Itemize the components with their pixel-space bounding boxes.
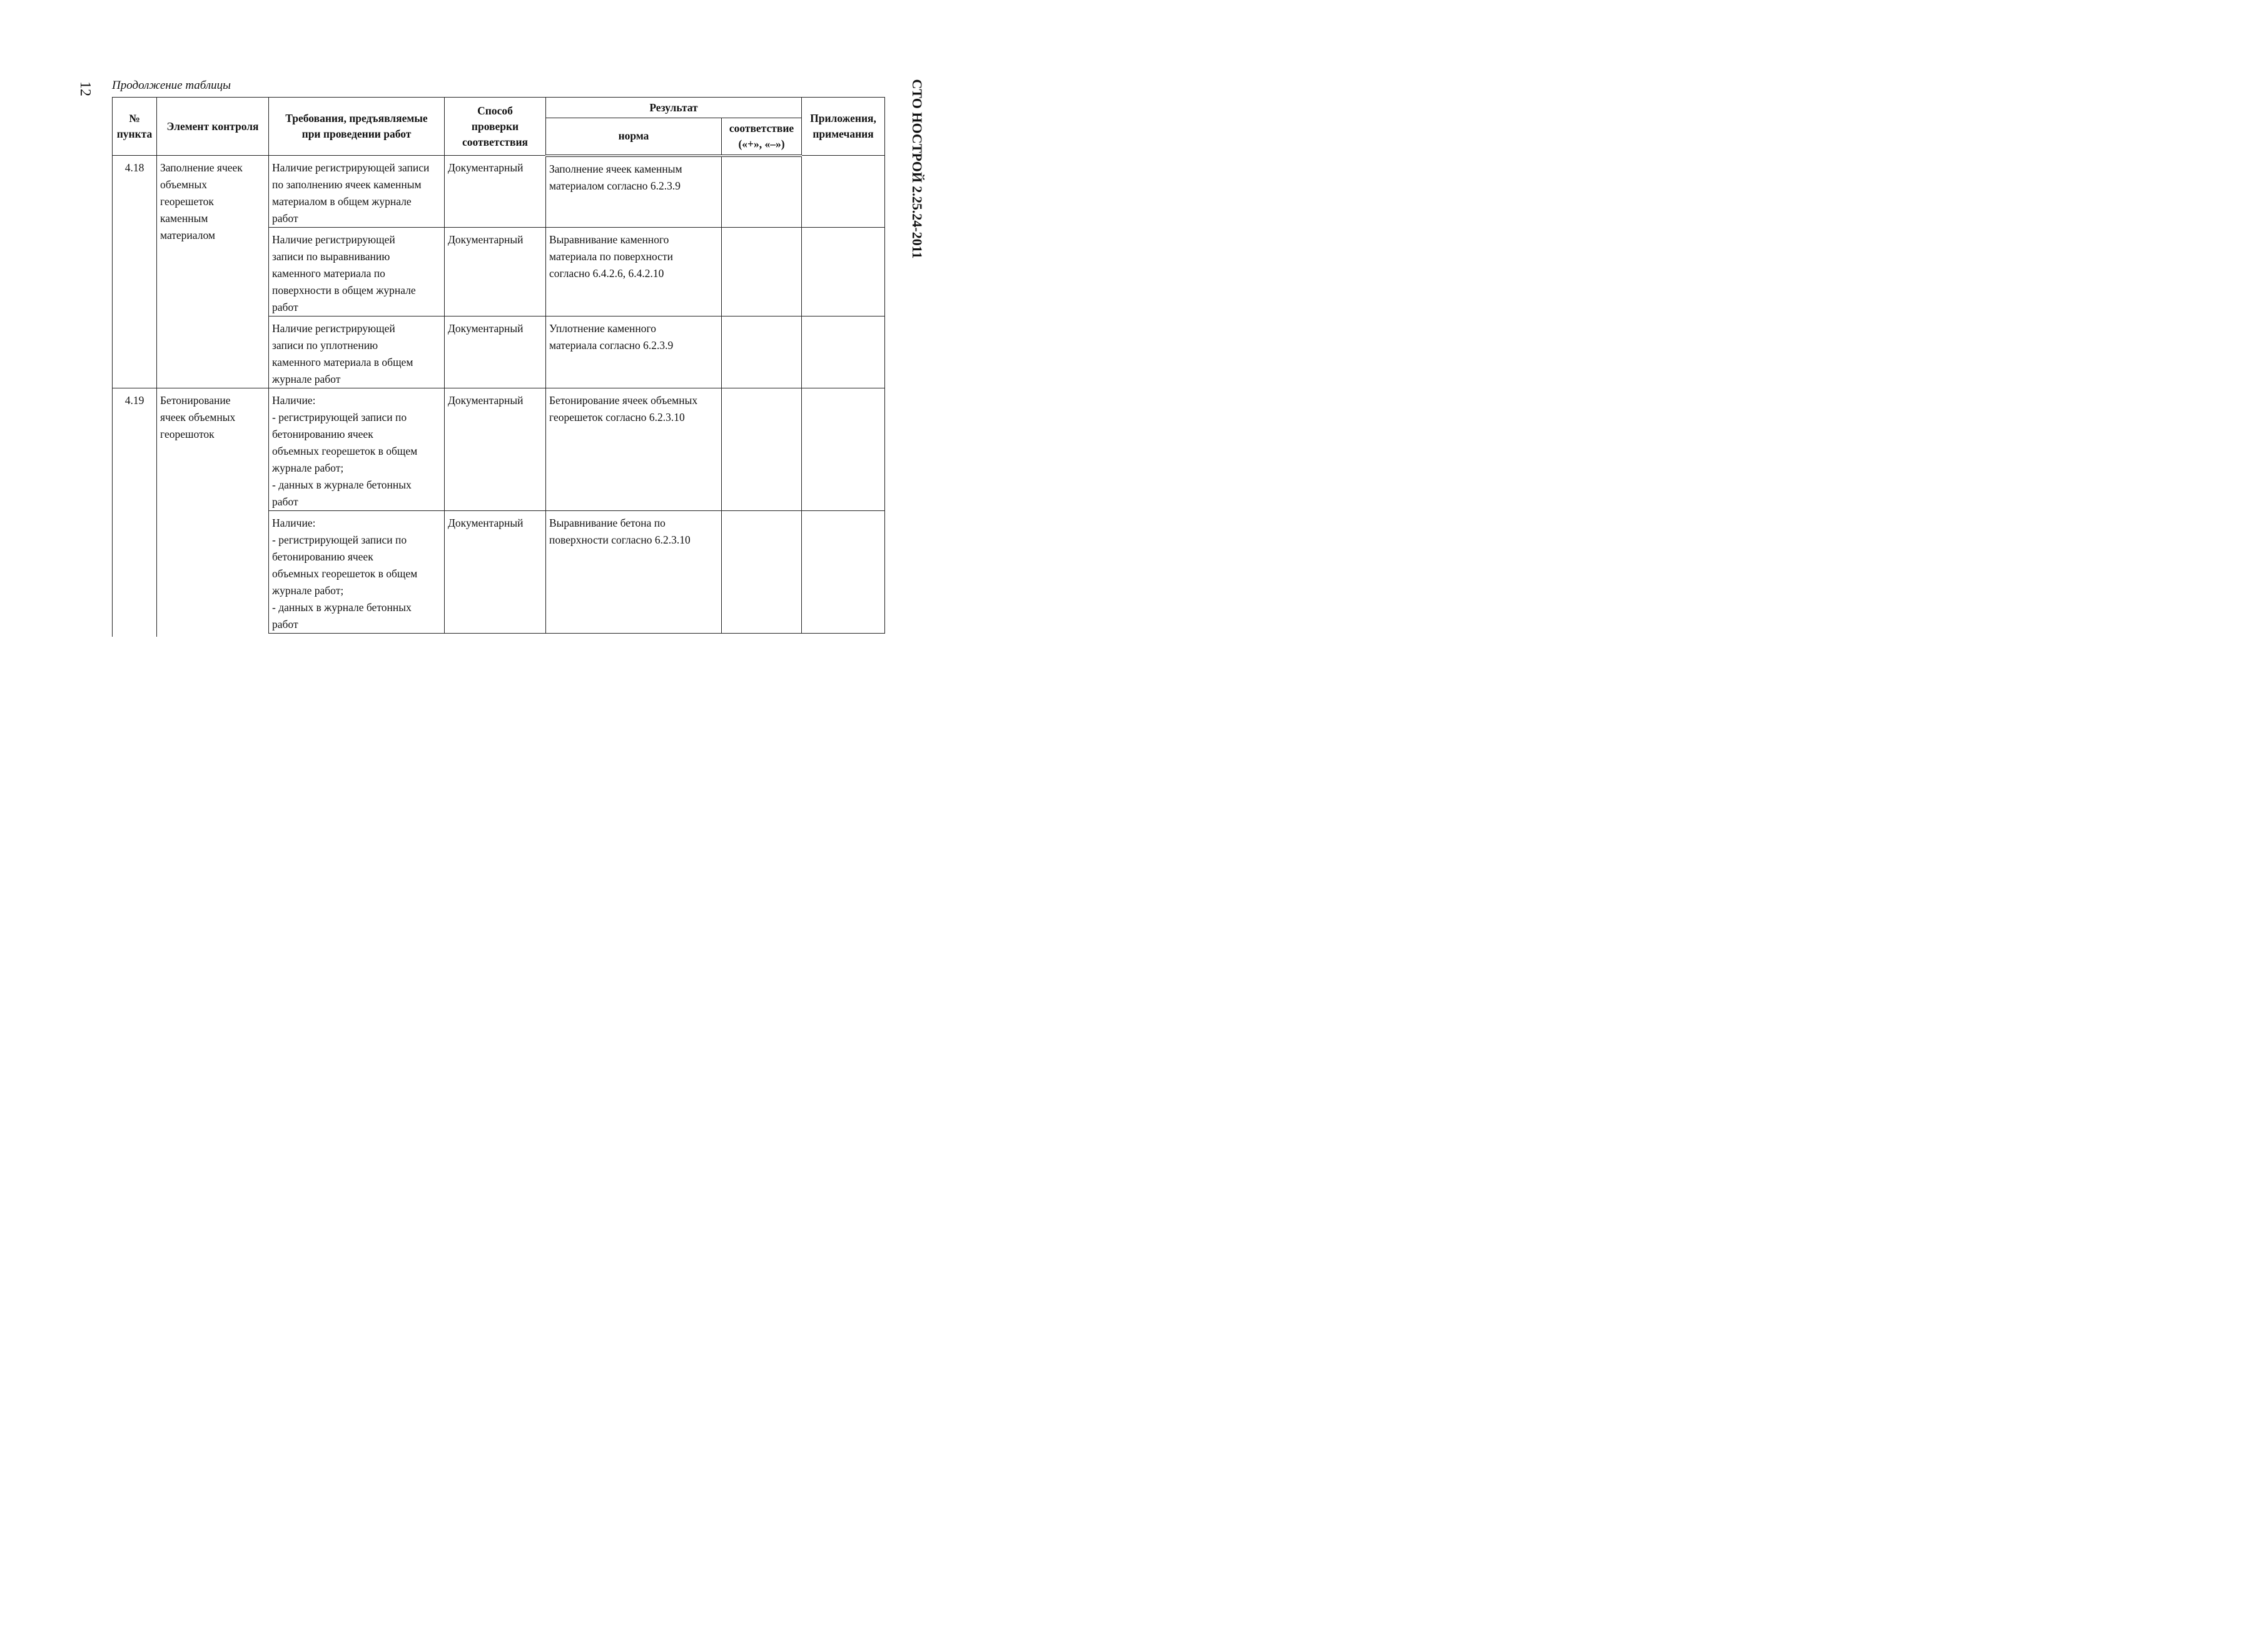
table-caption: Продолжение таблицы	[112, 79, 231, 92]
notes-cell	[802, 156, 885, 228]
control-table	[112, 97, 885, 634]
norm-cell: Выравнивание бетона по поверхности согласно 6.2.3.10	[546, 511, 722, 634]
requirement-cell: Наличие регистрирующей записи по уплотнению каменного материала в общем журнале работ	[269, 316, 445, 388]
page-number: 12	[77, 81, 93, 96]
requirement-cell: Наличие: - регистрирующей записи по бетонированию ячеек объемных георешеток в общем журнале работ; - данных в журнале бетонных работ	[269, 511, 445, 634]
method-cell: Документарный	[445, 156, 546, 228]
method-cell: Документарный	[445, 511, 546, 634]
open-bottom-mask	[111, 635, 269, 637]
method-cell: Документарный	[445, 316, 546, 388]
compliance-cell	[722, 511, 802, 634]
open-bottom-rule-mid	[156, 632, 157, 637]
norm-cell: Бетонирование ячеек объемных георешеток согласно 6.2.3.10	[546, 388, 722, 511]
notes-cell	[802, 228, 885, 316]
requirement-cell: Наличие регистрирующей записи по выравниванию каменного материала по поверхности в общем журнале работ	[269, 228, 445, 316]
requirement-cell: Наличие: - регистрирующей записи по бетонированию ячеек объемных георешеток в общем журнале работ; - данных в журнале бетонных работ	[269, 388, 445, 511]
notes-cell	[802, 316, 885, 388]
compliance-cell	[722, 156, 802, 228]
norm-cell: Уплотнение каменного материала согласно 6.2.3.9	[546, 316, 722, 388]
table-row	[113, 388, 885, 511]
notes-cell	[802, 388, 885, 511]
header-method: Способ проверки соответствия	[445, 98, 546, 156]
header-norm: норма	[546, 118, 722, 156]
item-number: 4.19	[113, 388, 157, 634]
norm-cell: Выравнивание каменного материала по поверхности согласно 6.4.2.6, 6.4.2.10	[546, 228, 722, 316]
table-row	[113, 156, 885, 228]
header-num: № пункта	[113, 98, 157, 156]
header-requirements: Требования, предъявляемые при проведении работ	[269, 98, 445, 156]
method-cell: Документарный	[445, 228, 546, 316]
control-element: Бетонирование ячеек объемных георешоток	[157, 388, 269, 634]
control-element: Заполнение ячеек объемных георешеток каменным материалом	[157, 156, 269, 388]
norm-cell: Заполнение ячеек каменным материалом согласно 6.2.3.9	[546, 156, 722, 228]
header-compliance: соответствие («+», «–»)	[722, 118, 802, 156]
requirement-cell: Наличие регистрирующей записи по заполнению ячеек каменным материалом в общем журнале работ	[269, 156, 445, 228]
item-number: 4.18	[113, 156, 157, 388]
header-result: Результат	[546, 98, 802, 118]
compliance-cell	[722, 316, 802, 388]
notes-cell	[802, 511, 885, 634]
compliance-cell	[722, 228, 802, 316]
open-bottom-rule-left	[112, 632, 113, 637]
compliance-cell	[722, 388, 802, 511]
method-cell: Документарный	[445, 388, 546, 511]
header-notes: Приложения, примечания	[802, 98, 885, 156]
document-code: СТО НОСТРОЙ 2.25.24-2011	[909, 79, 925, 259]
header-element: Элемент контроля	[157, 98, 269, 156]
